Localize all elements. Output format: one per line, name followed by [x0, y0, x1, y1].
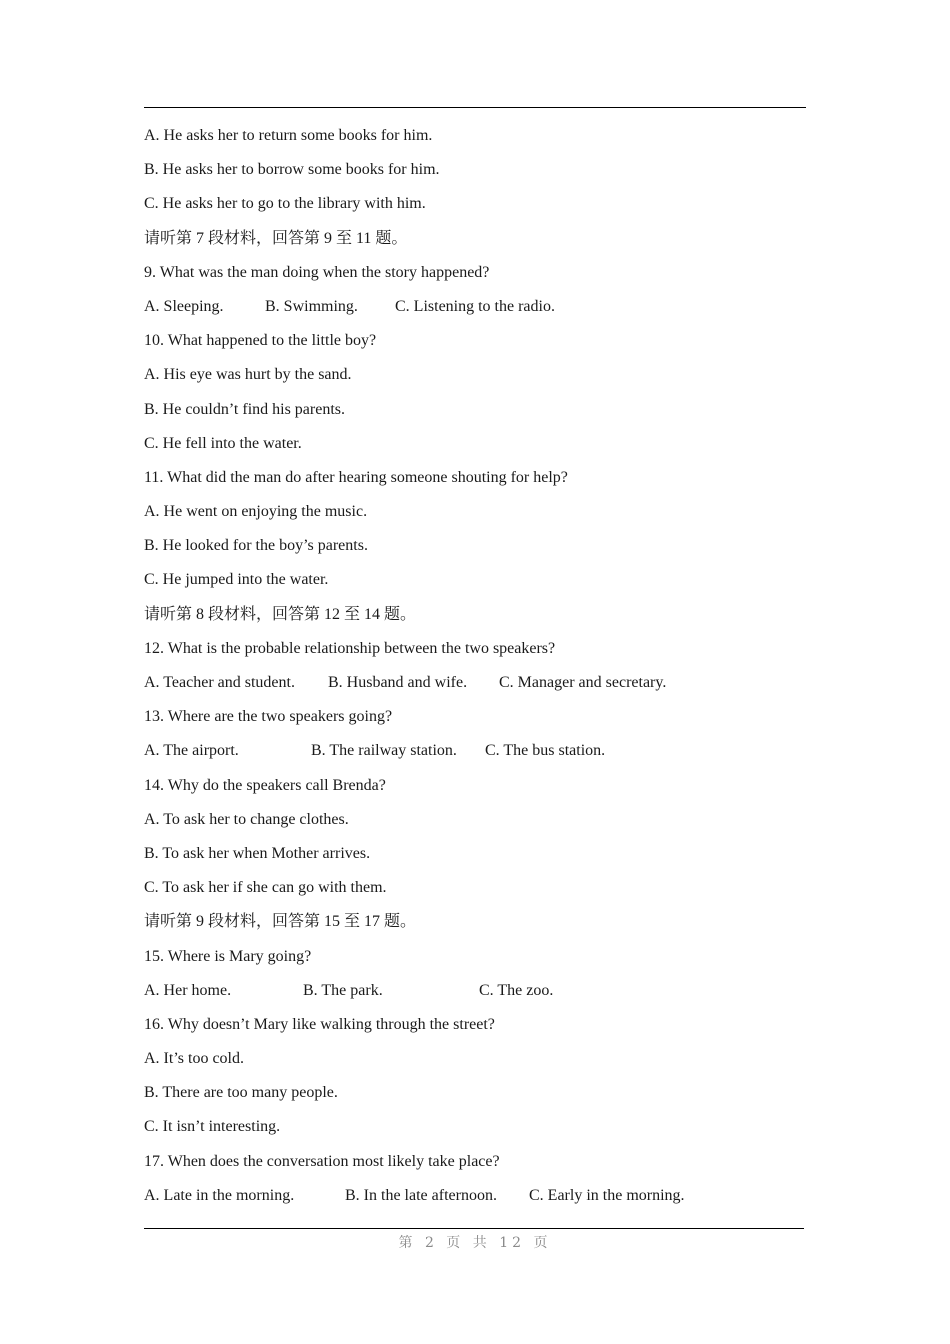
question-12: 12. What is the probable relationship between the two speakers? — [144, 639, 556, 657]
section-instruction: 请听第 8 段材料，回答第 12 至 14 题。 — [144, 605, 417, 623]
text-line: C. It isn’t interesting. — [144, 1118, 281, 1136]
options-row — [144, 974, 806, 1008]
page-content — [144, 119, 806, 1213]
option-a: A. Her home. — [144, 981, 232, 999]
question-17: 17. When does the conversation most likely take place? — [144, 1152, 500, 1170]
option-c: C. The bus station. — [485, 742, 606, 760]
text-line: B. He asks her to borrow some books for him. — [144, 161, 440, 179]
text-line: C. To ask her if she can go with them. — [144, 879, 387, 897]
text-line: C. He asks her to go to the library with him. — [144, 195, 426, 213]
options-row — [144, 290, 806, 324]
header-rule — [144, 107, 806, 108]
text-line: C. He jumped into the water. — [144, 571, 329, 589]
option-b: B. The park. — [303, 981, 383, 999]
question-9: 9. What was the man doing when the story happened? — [144, 263, 490, 281]
question-14: 14. Why do the speakers call Brenda? — [144, 776, 386, 794]
text-line: C. He fell into the water. — [144, 434, 302, 452]
option-c: C. Early in the morning. — [529, 1186, 685, 1204]
text-line: A. To ask her to change clothes. — [144, 810, 349, 828]
section-instruction: 请听第 7 段材料，回答第 9 至 11 题。 — [144, 229, 408, 247]
option-a: A. Sleeping. — [144, 297, 224, 315]
text-line: A. He went on enjoying the music. — [144, 503, 368, 521]
option-c: C. Listening to the radio. — [395, 297, 555, 315]
option-b: B. Swimming. — [265, 297, 358, 315]
question-13: 13. Where are the two speakers going? — [144, 708, 393, 726]
section-instruction: 请听第 9 段材料，回答第 15 至 17 题。 — [144, 913, 417, 931]
option-a: A. The airport. — [144, 742, 239, 760]
question-16: 16. Why doesn’t Mary like walking through the street? — [144, 1015, 495, 1033]
text-line: A. His eye was hurt by the sand. — [144, 366, 352, 384]
text-line: B. To ask her when Mother arrives. — [144, 844, 371, 862]
option-b: B. In the late afternoon. — [345, 1186, 497, 1204]
text-line: B. He looked for the boy’s parents. — [144, 537, 368, 555]
text-line: B. There are too many people. — [144, 1084, 338, 1102]
options-row — [144, 734, 806, 768]
footer-rule — [144, 1228, 804, 1229]
option-b: B. The railway station. — [311, 742, 457, 760]
page-footer: 第 2 页 共 12 页 — [398, 1235, 552, 1251]
options-row — [144, 1179, 806, 1213]
question-15: 15. Where is Mary going? — [144, 947, 312, 965]
text-line: B. He couldn’t find his parents. — [144, 400, 346, 418]
question-11: 11. What did the man do after hearing someone shouting for help? — [144, 468, 568, 486]
options-row — [144, 666, 806, 700]
option-c: C. Manager and secretary. — [499, 674, 667, 691]
option-a: A. Teacher and student. — [144, 674, 295, 691]
option-c: C. The zoo. — [479, 981, 554, 999]
option-a: A. Late in the morning. — [144, 1186, 295, 1204]
text-line: A. He asks her to return some books for him. — [144, 127, 433, 144]
text-line: A. It’s too cold. — [144, 1050, 244, 1068]
question-10: 10. What happened to the little boy? — [144, 332, 377, 350]
option-b: B. Husband and wife. — [328, 674, 468, 691]
